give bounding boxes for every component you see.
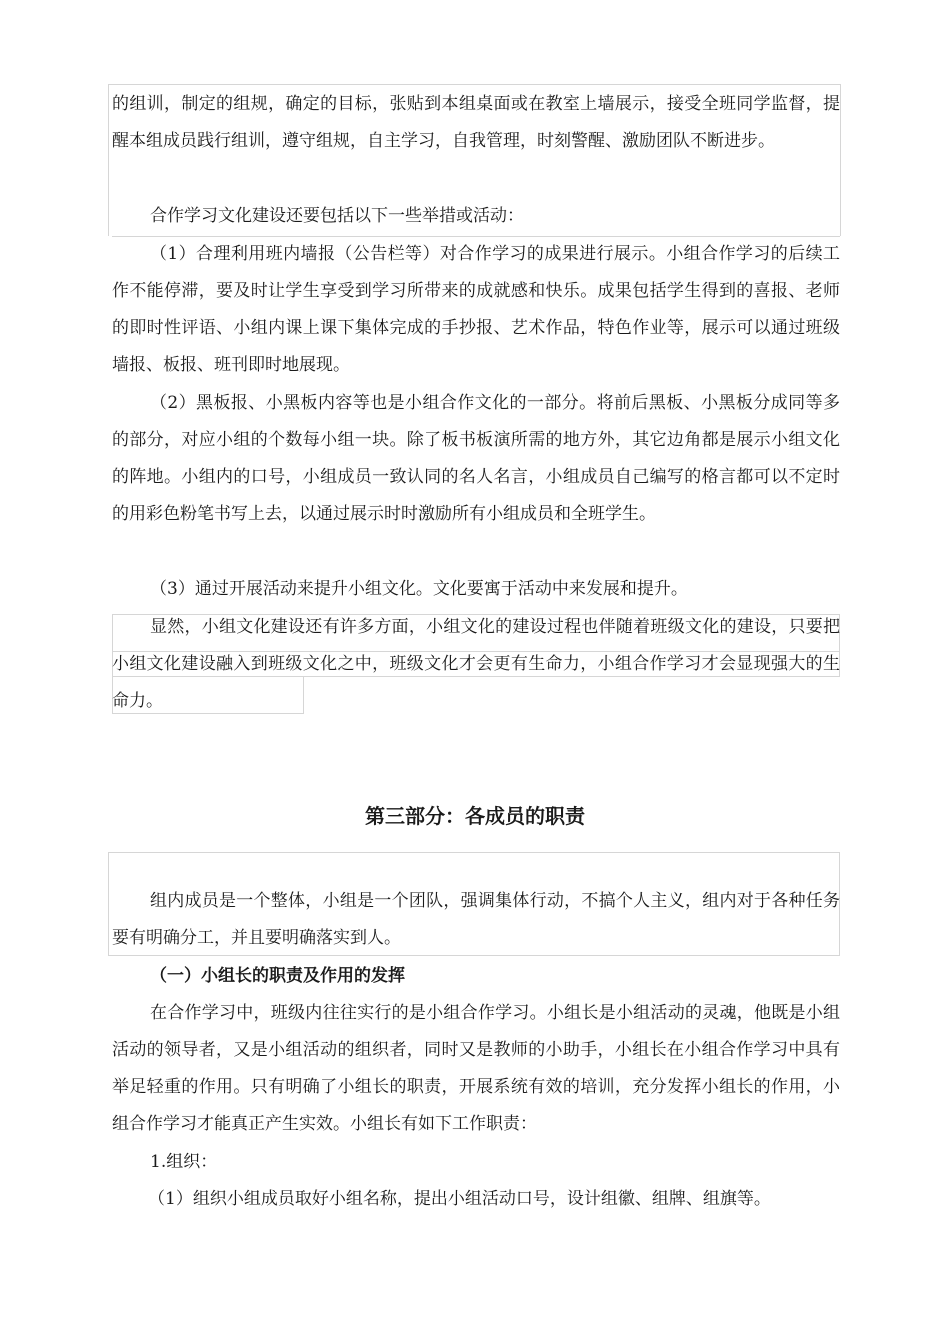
paragraph-conclusion: 显然，小组文化建设还有许多方面，小组文化的建设过程也伴随着班级文化的建设，只要把小组文化建设融入到班级文化之中，班级文化才会更有生命力，小组合作学习才会显现强大的生命力。 <box>112 617 840 711</box>
paragraph-item-1: （1）合理利用班内墙报（公告栏等）对合作学习的成果进行展示。小组合作学习的后续工作不能停滞，要及时让学生享受到学习所带来的成就感和快乐。成果包括学生得到的喜报、老师的即时性评语、小组内课上课下集体完成的手抄报、艺术作品，特色作业等，展示可以通过班级墙报、板报、班刊即时地展现。 <box>112 244 840 375</box>
paragraph-intro-measures: 合作学习文化建设还要包括以下一些举措或活动： <box>150 206 524 226</box>
paragraph-item-3: （3）通过开展活动来提升小组文化。文化要寓于活动中来发展和提升。 <box>150 579 688 599</box>
subsection-title: （一）小组长的职责及作用的发挥 <box>150 966 405 986</box>
list-heading-organize: 1.组织： <box>150 1152 218 1172</box>
paragraph-continuation: 的组训，制定的组规，确定的目标，张贴到本组桌面或在教室上墙展示，接受全班同学监督，提醒本组成员践行组训，遵守组规，自主学习，自我管理，时刻警醒、激励团队不断进步。 <box>112 94 840 151</box>
section-title: 第三部分：各成员的职责 <box>365 804 585 828</box>
paragraph-members: 组内成员是一个整体，小组是一个团队，强调集体行动，不搞个人主义，组内对于各种任务要有明确分工，并且要明确落实到人。 <box>112 891 840 948</box>
paragraph-item-2: （2）黑板报、小黑板内容等也是小组合作文化的一部分。将前后黑板、小黑板分成同等多的部分，对应小组的个数每小组一块。除了板书板演所需的地方外，其它边角都是展示小组文化的阵地。小组内的口号，小组成员一致认同的名人名言，小组成员自己编写的格言都可以不定时的用彩色粉笔书写上去，以通过展示时时激励所有小组成员和全班学生。 <box>112 393 840 524</box>
paragraph-leader-role: 在合作学习中，班级内往往实行的是小组合作学习。小组长是小组活动的灵魂，他既是小组活动的领导者，又是小组活动的组织者，同时又是教师的小助手，小组长在小组合作学习中具有举足轻重的作用。只有明确了小组长的职责，开展系统有效的培训，充分发挥小组长的作用，小组合作学习才能真正产生实效。小组长有如下工作职责： <box>112 1003 840 1134</box>
frame-line <box>840 84 841 236</box>
list-item-organize-1: （1）组织小组成员取好小组名称，提出小组活动口号，设计组徽、组牌、组旗等。 <box>148 1189 771 1209</box>
